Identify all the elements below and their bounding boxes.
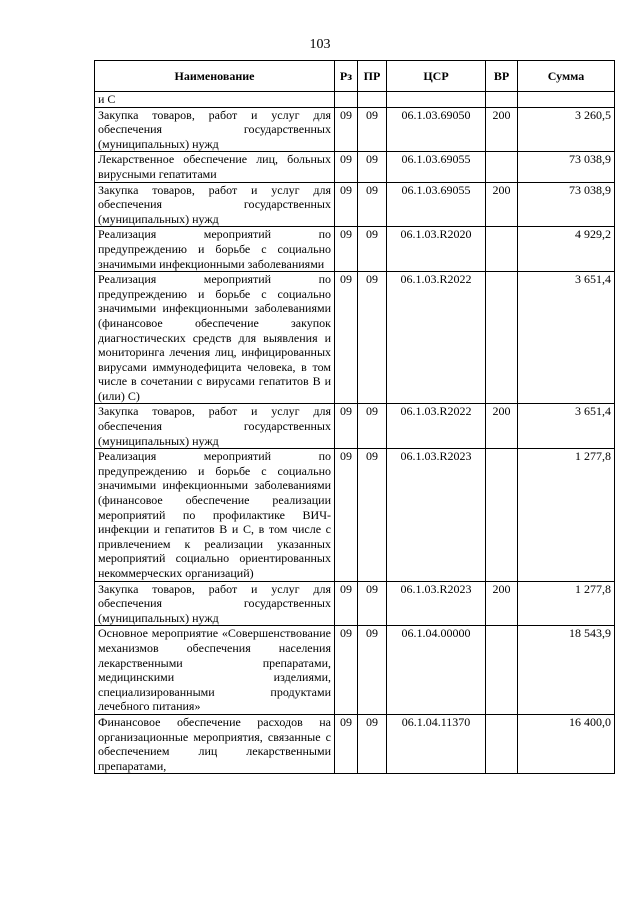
cell-rz: 09 (335, 272, 358, 404)
cell-name: Основное мероприятие «Совершенствование механизмов обеспечения населения лекарственными препаратами, медицинскими изделиями, специализированными продуктами лечебного питания» (95, 626, 335, 715)
cell-vr: 200 (486, 182, 518, 227)
table-row (95, 152, 615, 182)
cell-name: Лекарственное обеспечение лиц, больных вирусными гепатитами (95, 152, 335, 182)
cell-pr: 09 (358, 449, 387, 581)
cell-name: Реализация мероприятий по предупреждению и борьбе с социально значимыми инфекционными заболеваниями (финансовое обеспечение закупок диагностических средств для выявления и мониторинга лечения лиц, инфицированных вирусами иммунодефицита человека, в том числе в сочетании с вирусами гепатитов В и (или) С) (95, 272, 335, 404)
cell-vr (486, 714, 518, 773)
cell-pr (358, 92, 387, 108)
cell-name: Закупка товаров, работ и услуг для обеспечения государственных (муниципальных) нужд (95, 182, 335, 227)
cell-csr: 06.1.04.11370 (387, 714, 486, 773)
cell-csr: 06.1.03.69050 (387, 107, 486, 152)
cell-rz: 09 (335, 714, 358, 773)
cell-pr: 09 (358, 227, 387, 272)
cell-vr (486, 92, 518, 108)
cell-sum: 18 543,9 (518, 626, 615, 715)
table-row (95, 714, 615, 773)
header-sum: Сумма (518, 61, 615, 92)
cell-pr: 09 (358, 182, 387, 227)
cell-csr: 06.1.03.R2022 (387, 272, 486, 404)
cell-csr: 06.1.03.R2020 (387, 227, 486, 272)
cell-rz: 09 (335, 182, 358, 227)
cell-name: Финансовое обеспечение расходов на организационные мероприятия, связанные с обеспечением лиц лекарственными препаратами, (95, 714, 335, 773)
cell-vr (486, 227, 518, 272)
cell-sum: 4 929,2 (518, 227, 615, 272)
header-pr: ПР (358, 61, 387, 92)
cell-sum: 1 277,8 (518, 449, 615, 581)
table-row-continuation (95, 92, 615, 108)
table-row (95, 182, 615, 227)
budget-table (94, 60, 615, 774)
cell-rz: 09 (335, 152, 358, 182)
cell-pr: 09 (358, 626, 387, 715)
cell-sum: 73 038,9 (518, 152, 615, 182)
cell-name: Закупка товаров, работ и услуг для обеспечения государственных (муниципальных) нужд (95, 107, 335, 152)
table-row (95, 581, 615, 626)
table-row (95, 227, 615, 272)
cell-csr: 06.1.04.00000 (387, 626, 486, 715)
header-csr: ЦСР (387, 61, 486, 92)
cell-pr: 09 (358, 404, 387, 449)
table-row (95, 107, 615, 152)
cell-csr: 06.1.03.69055 (387, 152, 486, 182)
cell-pr: 09 (358, 152, 387, 182)
page-number: 103 (309, 37, 331, 52)
cell-vr: 200 (486, 581, 518, 626)
cell-rz: 09 (335, 626, 358, 715)
cell-csr: 06.1.03.69055 (387, 182, 486, 227)
cell-name: Реализация мероприятий по предупреждению и борьбе с социально значимыми инфекционными заболеваниями (95, 227, 335, 272)
cell-sum: 3 260,5 (518, 107, 615, 152)
cell-vr: 200 (486, 404, 518, 449)
cell-pr: 09 (358, 272, 387, 404)
table-row (95, 272, 615, 404)
cell-pr: 09 (358, 714, 387, 773)
header-vr: ВР (486, 61, 518, 92)
cell-sum: 3 651,4 (518, 404, 615, 449)
table-row (95, 626, 615, 715)
cell-name: Закупка товаров, работ и услуг для обеспечения государственных (муниципальных) нужд (95, 581, 335, 626)
table-row (95, 449, 615, 581)
cell-rz (335, 92, 358, 108)
header-name: Наименование (95, 61, 335, 92)
cell-rz: 09 (335, 449, 358, 581)
cell-sum (518, 92, 615, 108)
cell-sum: 1 277,8 (518, 581, 615, 626)
cell-name: Закупка товаров, работ и услуг для обеспечения государственных (муниципальных) нужд (95, 404, 335, 449)
cell-rz: 09 (335, 404, 358, 449)
cell-name: и С (95, 92, 335, 108)
cell-rz: 09 (335, 107, 358, 152)
cell-sum: 16 400,0 (518, 714, 615, 773)
table-row (95, 404, 615, 449)
cell-vr: 200 (486, 107, 518, 152)
cell-csr: 06.1.03.R2023 (387, 449, 486, 581)
table-header-row (95, 61, 615, 92)
cell-sum: 3 651,4 (518, 272, 615, 404)
cell-vr (486, 272, 518, 404)
cell-pr: 09 (358, 581, 387, 626)
cell-sum: 73 038,9 (518, 182, 615, 227)
cell-rz: 09 (335, 227, 358, 272)
cell-csr: 06.1.03.R2023 (387, 581, 486, 626)
header-rz: Рз (335, 61, 358, 92)
cell-vr (486, 152, 518, 182)
cell-pr: 09 (358, 107, 387, 152)
cell-csr (387, 92, 486, 108)
cell-rz: 09 (335, 581, 358, 626)
cell-csr: 06.1.03.R2022 (387, 404, 486, 449)
cell-name: Реализация мероприятий по предупреждению и борьбе с социально значимыми инфекционными заболеваниями (финансовое обеспечение реализации мероприятий по профилактике ВИЧ-инфекции и гепатитов В и С, в том числе с привлечением к реализации указанных мероприятий социально ориентированных некоммерческих организаций) (95, 449, 335, 581)
cell-vr (486, 449, 518, 581)
cell-vr (486, 626, 518, 715)
